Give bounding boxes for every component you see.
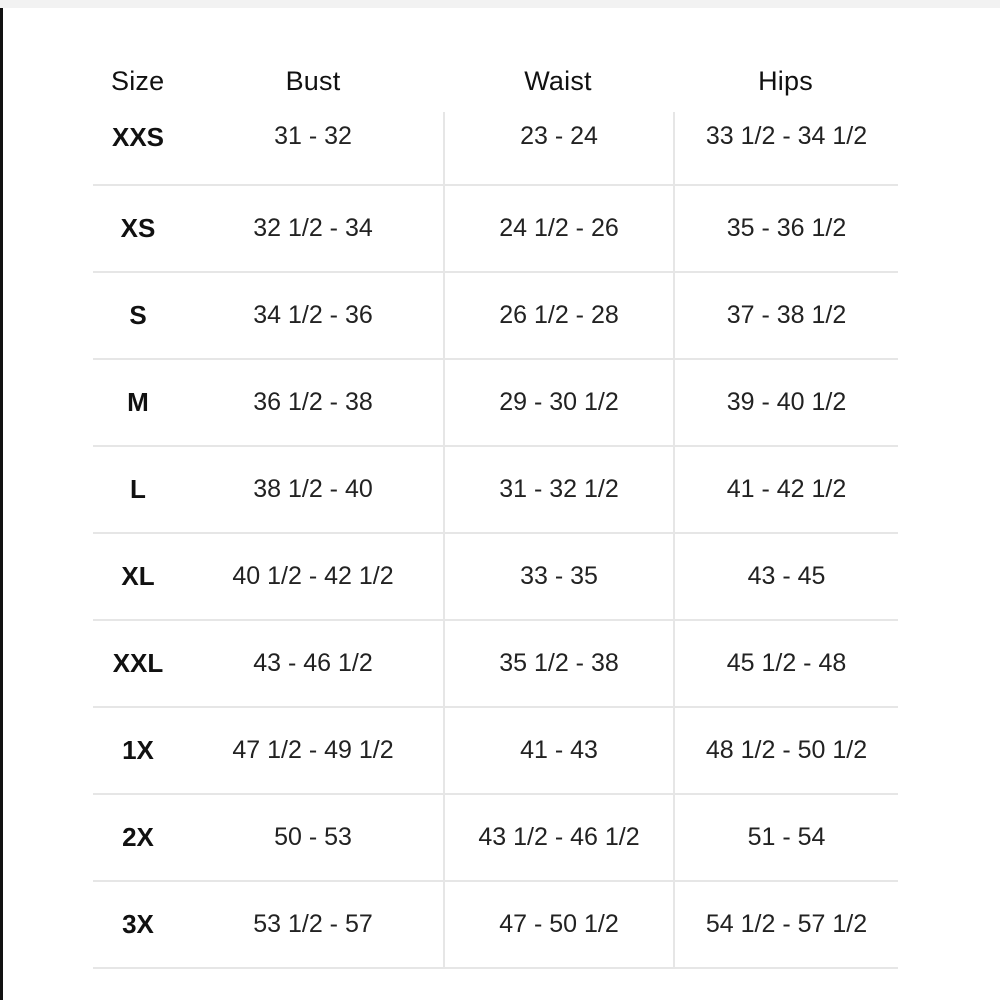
size-chart-body [93, 112, 898, 969]
size-cell: S [129, 300, 147, 330]
table-row [93, 534, 898, 621]
waist-cell: 24 1/2 - 26 [443, 186, 673, 271]
bust-cell: 47 1/2 - 49 1/2 [232, 736, 394, 764]
hips-cell: 35 - 36 1/2 [673, 186, 898, 271]
waist-cell: 31 - 32 1/2 [443, 447, 673, 532]
size-chart-table [93, 50, 898, 969]
bust-cell: 43 - 46 1/2 [253, 649, 373, 677]
table-row [93, 273, 898, 360]
waist-cell: 23 - 24 [443, 112, 673, 184]
bust-cell: 50 - 53 [274, 823, 352, 851]
table-row [93, 186, 898, 273]
table-row [93, 621, 898, 708]
bust-cell: 40 1/2 - 42 1/2 [232, 562, 394, 590]
bust-cell: 31 - 32 [274, 122, 352, 150]
header-hips: Hips [758, 65, 813, 96]
size-cell: XS [120, 213, 156, 243]
hips-cell: 33 1/2 - 34 1/2 [673, 112, 898, 184]
size-cell: 3X [122, 909, 154, 939]
waist-cell: 35 1/2 - 38 [443, 621, 673, 706]
hips-cell: 45 1/2 - 48 [673, 621, 898, 706]
hips-cell: 43 - 45 [673, 534, 898, 619]
size-cell: XXS [111, 122, 165, 152]
hips-cell: 54 1/2 - 57 1/2 [673, 882, 898, 967]
waist-cell: 43 1/2 - 46 1/2 [443, 795, 673, 880]
waist-cell: 41 - 43 [443, 708, 673, 793]
table-row [93, 447, 898, 534]
table-row [93, 708, 898, 795]
header-waist: Waist [524, 65, 592, 96]
table-row [93, 360, 898, 447]
table-row [93, 882, 898, 969]
size-chart-header [93, 50, 898, 112]
table-row [93, 112, 898, 186]
bust-cell: 53 1/2 - 57 [253, 910, 373, 938]
table-row [93, 795, 898, 882]
top-strip [0, 0, 1000, 8]
hips-cell: 41 - 42 1/2 [673, 447, 898, 532]
size-cell: XL [121, 561, 155, 591]
waist-cell: 26 1/2 - 28 [443, 273, 673, 358]
header-size: Size [111, 65, 165, 96]
size-cell: M [127, 387, 149, 417]
bust-cell: 34 1/2 - 36 [253, 301, 373, 329]
bust-cell: 38 1/2 - 40 [253, 475, 373, 503]
size-cell: 1X [122, 735, 154, 765]
header-bust: Bust [285, 65, 341, 96]
hips-cell: 37 - 38 1/2 [673, 273, 898, 358]
waist-cell: 47 - 50 1/2 [443, 882, 673, 967]
hips-cell: 39 - 40 1/2 [673, 360, 898, 445]
hips-cell: 48 1/2 - 50 1/2 [673, 708, 898, 793]
hips-cell: 51 - 54 [673, 795, 898, 880]
size-cell: 2X [122, 822, 154, 852]
size-cell: L [130, 474, 146, 504]
waist-cell: 33 - 35 [443, 534, 673, 619]
bust-cell: 32 1/2 - 34 [253, 214, 373, 242]
waist-cell: 29 - 30 1/2 [443, 360, 673, 445]
bust-cell: 36 1/2 - 38 [253, 388, 373, 416]
left-edge-border [0, 8, 3, 1000]
size-cell: XXL [112, 648, 164, 678]
